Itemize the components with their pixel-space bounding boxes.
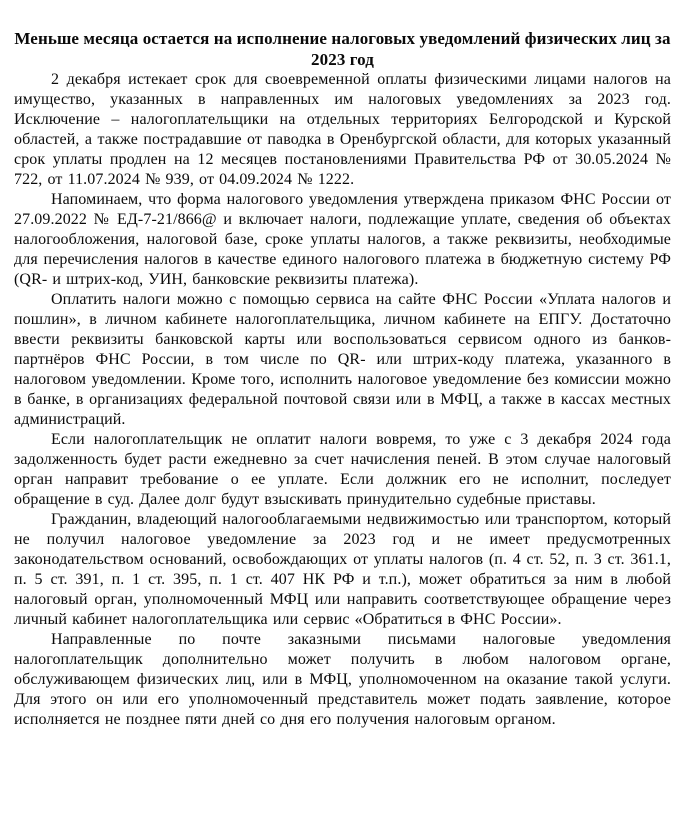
paragraph-late-payment-consequences: Если налогоплательщик не оплатит налоги вовремя, то уже с 3 декабря 2024 года задолженность будет расти ежедневно за счет начисления пеней. В этом случае налоговый орган направит требование о ее уплате. Если должник его не исполнит, последует обращение в суд. Далее долг будут взыскивать принудительно судебные приставы. <box>14 431 671 508</box>
paragraph-missing-notification: Гражданин, владеющий налогооблагаемыми недвижимостью или транспортом, который не получил налоговое уведомление за 2023 год и не имеет предусмотренных законодательством оснований, освобождающих от уплаты налогов (п. 4 ст. 52, п. 3 ст. 361.1, п. 5 ст. 391, п. 1 ст. 395, п. 1 ст. 407 НК РФ и т.п.), может обратиться за ним в любой налоговый орган, уполномоченный МФЦ или направить соответствующее обращение через личный кабинет налогоплательщика или сервис «Обратиться в ФНС России». <box>14 511 671 628</box>
paragraph-notification-form: Напоминаем, что форма налогового уведомления утверждена приказом ФНС России от 27.09.2022 № ЕД-7-21/866@ и включает налоги, подлежащие уплате, сведения об объектах налогообложения, налоговой базе, сроке уплаты налогов, а также реквизиты, необходимые для перечисления налогов в качестве единого налогового платежа в бюджетную систему РФ (QR- и штрих-код, УИН, банковские реквизиты платежа). <box>14 191 671 288</box>
paragraph-postal-notifications: Направленные по почте заказными письмами налоговые уведомления налогоплательщик дополнительно может получить в любом налоговом органе, обслуживающем физических лиц, или в МФЦ, уполномоченном на оказание такой услуги. Для этого он или его уполномоченный представитель может подать заявление, которое исполняется не позднее пяти дней со дня его получения налоговым органом. <box>14 631 671 728</box>
document-title: Меньше месяца остается на исполнение налоговых уведомлений физических лиц за 2023 год <box>14 29 671 69</box>
paragraph-payment-methods: Оплатить налоги можно с помощью сервиса на сайте ФНС России «Уплата налогов и пошлин», в личном кабинете налогоплательщика, личном кабинете на ЕПГУ. Достаточно ввести реквизиты банковской карты или воспользоваться сервисом одного из банков-партнёров ФНС России, в том числе по QR- или штрих-коду платежа, указанного в налоговом уведомлении. Кроме того, исполнить налоговое уведомление без комиссии можно в банке, в организациях федеральной почтовой связи или в МФЦ, а также в кассах местных администраций. <box>14 291 671 428</box>
paragraph-deadline: 2 декабря истекает срок для своевременной оплаты физическими лицами налогов на имущество, указанных в направленных им налоговых уведомлениях за 2023 год. Исключение – налогоплательщики на отдельных территориях Белгородской и Курской областей, а также пострадавшие от паводка в Оренбургской области, для которых указанный срок уплаты продлен на 12 месяцев постановлениями Правительства РФ от 30.05.2024 № 722, от 11.07.2024 № 939, от 04.09.2024 № 1222. <box>14 71 671 188</box>
